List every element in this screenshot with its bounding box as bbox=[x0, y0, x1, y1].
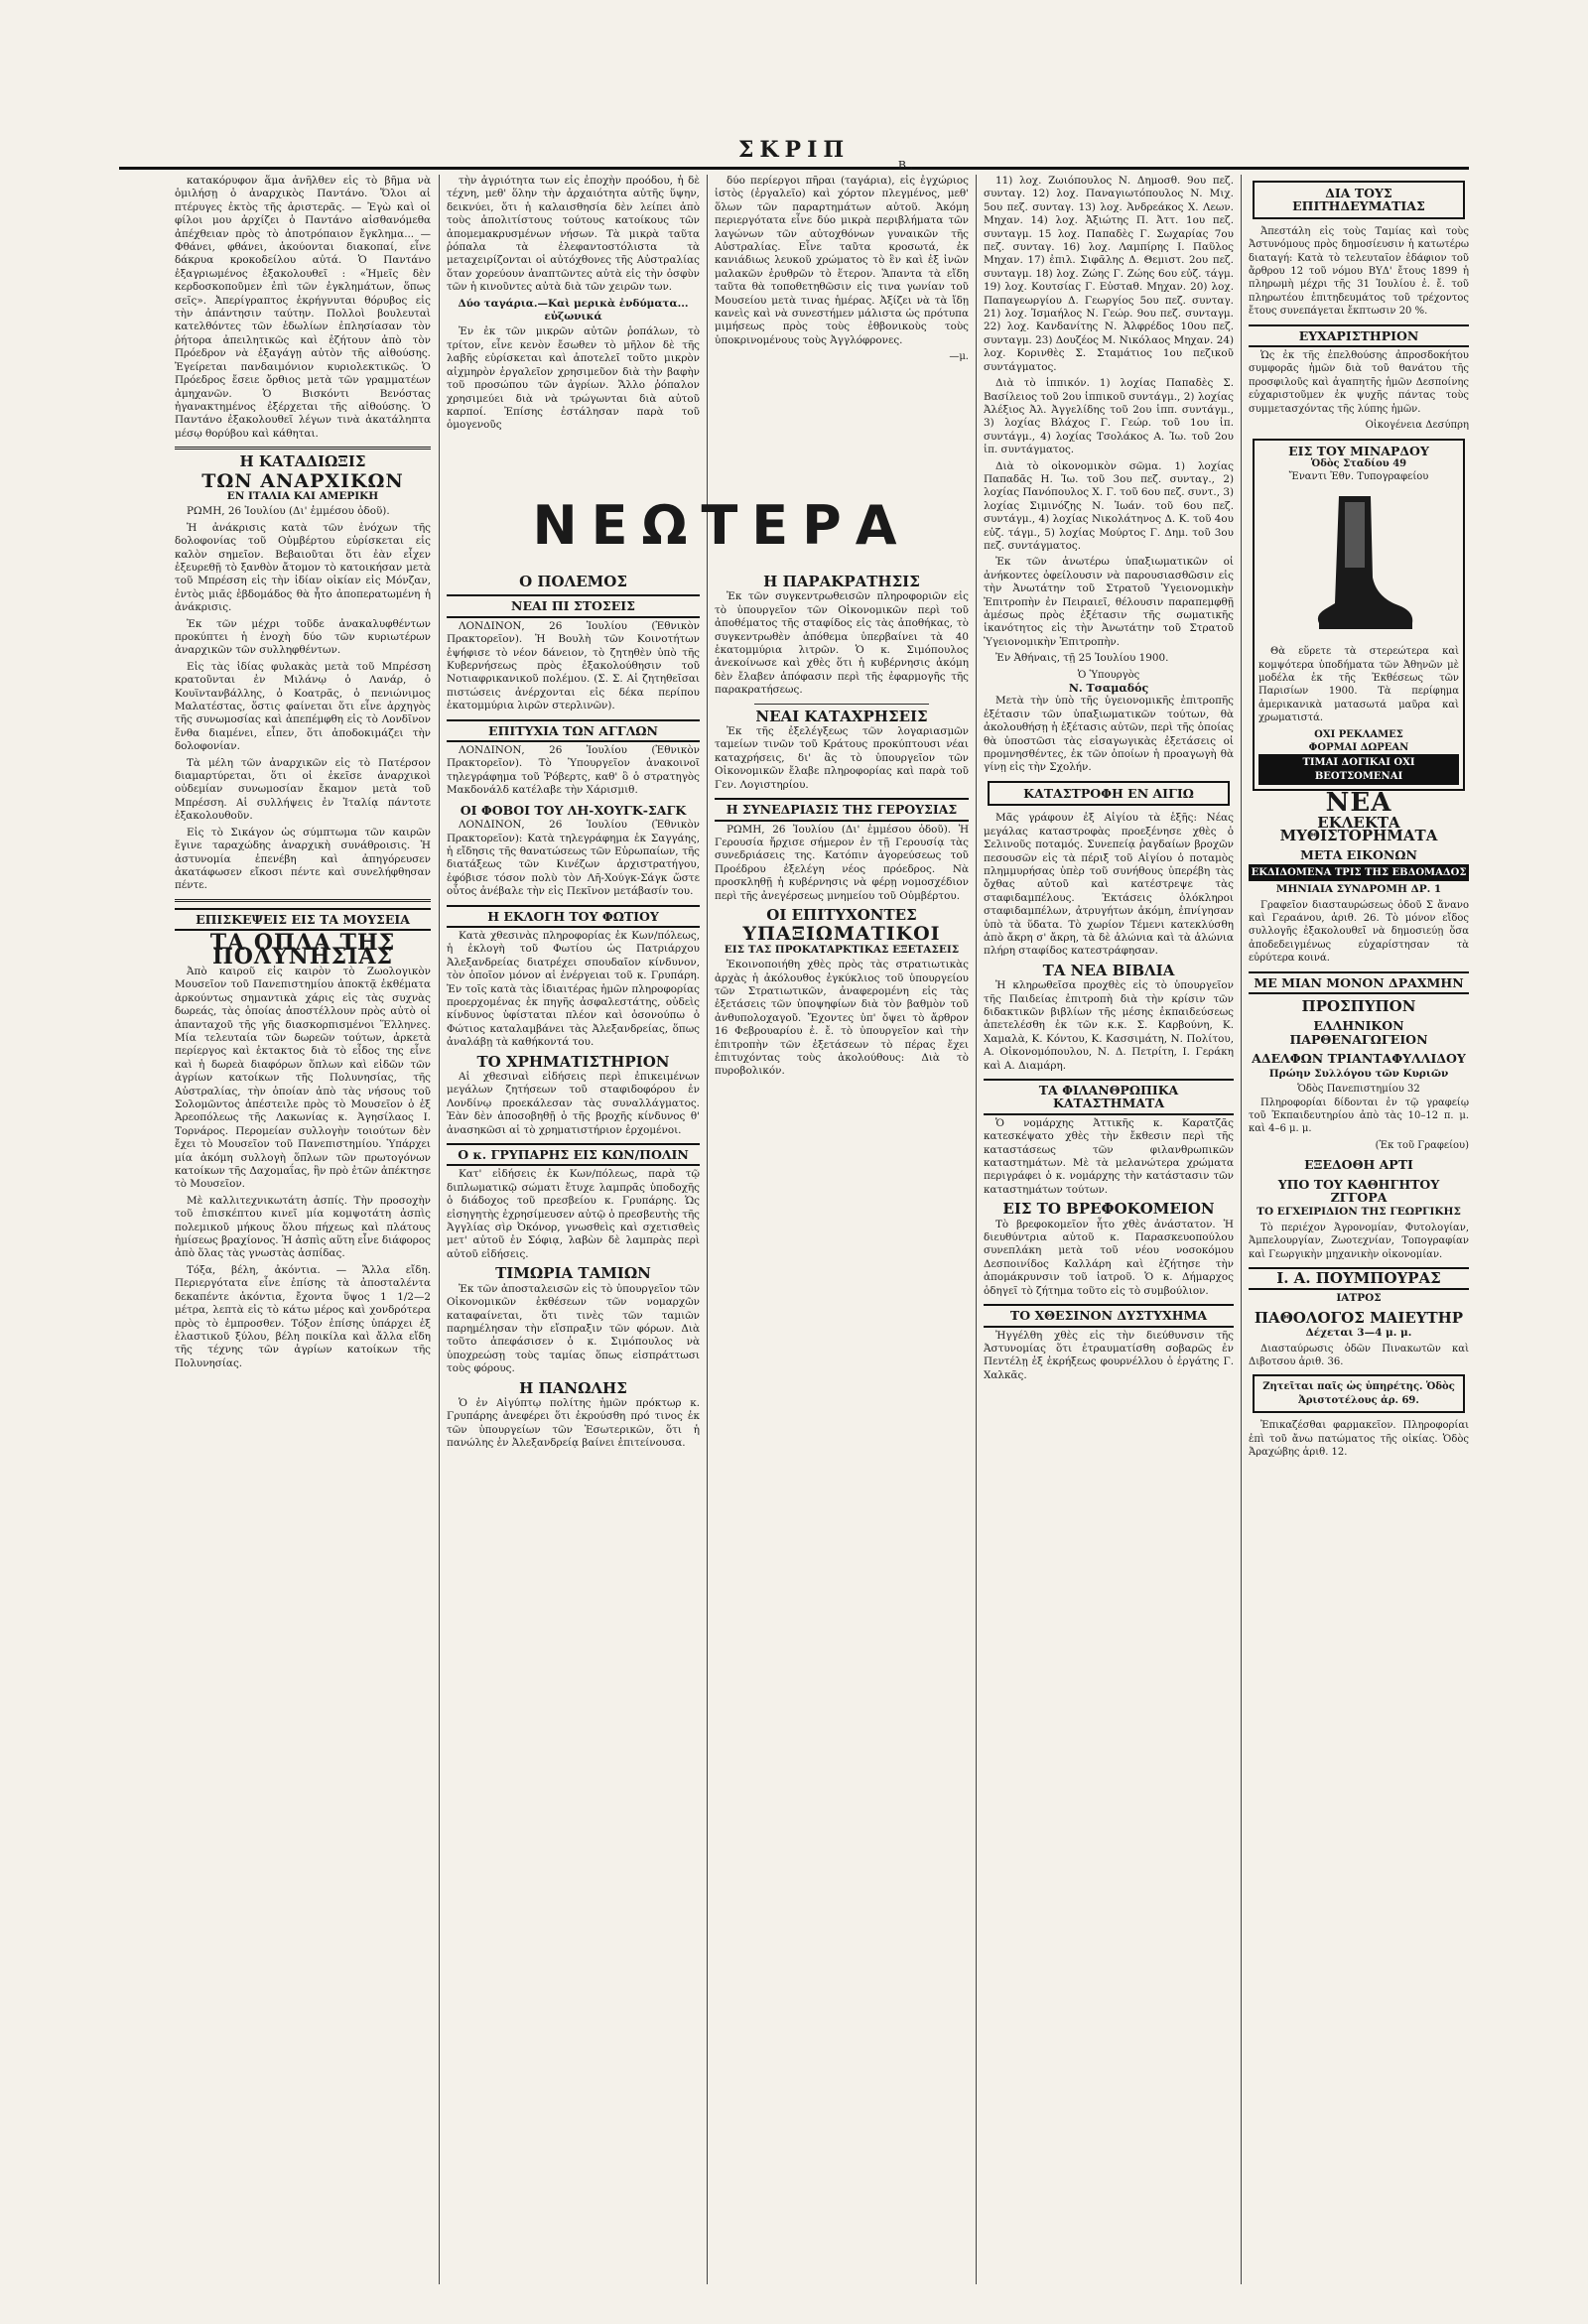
article-text: Ὁ ἐν Αἰγύπτῳ πολίτης ἡμῶν πρόκτωρ κ. Γρυπάρης ἀνεφέρει ὅτι ἐκρούσθη πρό τινος ἐκ τῶν ὑπουργείων τῶν Ἐσωτερικῶν, ὅτι ἡ πανώλης ἐν Ἀλεξανδρείᾳ βαίνει ἐπιτείνουσα. bbox=[447, 1396, 700, 1450]
headline: Ο κ. ΓΡΥΠΑΡΗΣ ΕΙΣ ΚΩΝ/ΠΟΛΙΝ bbox=[447, 1143, 700, 1166]
article-text: Ἡ ἀνάκρισις κατὰ τῶν ἐνόχων τῆς δολοφονίας τοῦ Οὐμβέρτου εὑρίσκεται εἰς καλὸν σημεῖον. Βεβαιοῦται ὅτι ἐὰν εἶχεν ἐξευρεθῇ τὸ ξανθὸν ἄτομον τὸ κατοικήσαν μετὰ τοῦ Μπρέσση εἰς τὴν ἰδίαν οἰκίαν εἰς Μόνζαν, ἐντὸς μιᾶς ἑβδομάδος θὰ ἦτο ἀποπερατωμένη ἡ ἀνάκρισις. bbox=[175, 521, 431, 614]
classified-ad: Ζητεῖται παῖς ὡς ὑπηρέτης. Ὁδὸς Ἀριστοτέλους ἀρ. 69. bbox=[1253, 1374, 1465, 1413]
article-text: κατακόρυφον ἅμα ἀνῆλθεν εἰς τὸ βῆμα νὰ ὁμιλήσῃ ὁ ἀναρχικὸς Παντάνο. Ὅλοι αἱ πτέρυγες ἐκτὸς τῆς ἀριστερᾶς. — Ἐγὼ καὶ οἱ φίλοι μου ἀρχίζει ὁ Παντάνο αἰσθανόμεθα ἀπέχθειαν πρὸς τὸ ἀποτρόπαιον ἔγκλημα... — Φθάνει, φθάνει, ἀκούονται διακοπαί, εἶνε δάκρυα κροκοδείλου αὐτά. Ὁ Παντάνο ἐξαγριωμένος ἐξακολουθεῖ : «Ἠμεῖς δὲν κερδοσκοποῦμεν ἐπὶ τῶν ἐγκλημάτων, ὅπως σεῖς». Ἀπερίγραπτος ἐκρήγνυται θόρυβος εἰς τὴν ἀπάντησιν ταύτην. Πολλοὶ βουλευταὶ κατελθόντες τῶν ἑδωλίων ἐπλησίασαν τὸν ῥήτορα ἀπειλητικῶς καὶ ἐζήτουν ἀπὸ τὸν Πρόεδρον νὰ ἐξαγάγῃ αὐτὸν τῆς αἰθούσης. Ἐγείρεται πανδαιμόνιον κυριολεκτικῶς. Ὁ Πρόεδρος ἔσειε ὄρθιος μετὰ τῶν γραμματέων ἀμηχανῶν. Ὁ Βισκόντι Βενόστας ἠγανακτημένος ἐξέρχεται τῆς αἰθούσης. Ὁ Παντάνο ἐξακολουθεῖ λέγων τινὰ ἀκατάληπτα μέσῳ θορύβου καὶ κάθηται. bbox=[175, 175, 431, 440]
column-3-lower bbox=[715, 570, 969, 2284]
ad-headline: ΕΚΔΙΔΟΜΕΝΑ ΤΡΙΣ ΤΗΣ ΕΒΔΟΜΑΔΟΣ bbox=[1249, 864, 1469, 881]
headline: ΥΠΑΞΙΩΜΑΤΙΚΟΙ bbox=[742, 923, 941, 946]
article-text: Ἐν ἐκ τῶν μικρῶν αὐτῶν ῥοπάλων, τὸ τρίτον, εἶνε κενὸν ἔσωθεν τὸ μῆλον δὲ τῆς λαβῆς εὑρίσκεται καὶ ἀποτελεῖ τοῦτο μικρὸν αἰχμηρὸν ἐργαλεῖον χρησιμεῦον διὰ τὴν βαφὴν τοῦ προσώπου τῶν ἀγρίων. Ἄλλο ῥόπαλον χρησιμεύει διὰ νὰ τρώγωνται διὰ αὐτοῦ καρποί. Ἐπίσης ἐστάλησαν παρὰ τοῦ ὁμογενοῦς bbox=[447, 325, 700, 432]
headline: ΝΕΑΙ ΚΑΤΑΧΡΗΣΕΙΣ bbox=[755, 707, 928, 725]
ad-headline: ΔΙΑ ΤΟΥΣ ΕΠΙΤΗΔΕΥΜΑΤΙΑΣ bbox=[1253, 181, 1465, 219]
ad-headline: ΑΔΕΛΦΩΝ ΤΡΙΑΝΤΑΦΥΛΛΙΔΟΥ bbox=[1252, 1051, 1466, 1067]
ad-subheadline: ΤΟ ΕΓΧΕΙΡΙΔΙΟΝ ΤΗΣ ΓΕΩΡΓΙΚΗΣ bbox=[1257, 1206, 1461, 1219]
column-1 bbox=[175, 175, 431, 2284]
ad-subheadline: ΙΑΤΡΟΣ bbox=[1336, 1292, 1382, 1305]
article-text: Κατὰ χθεσινὰς πληροφορίας ἐκ Κων/πόλεως, ἡ ἐκλογὴ τοῦ Φωτίου ὡς Πατριάρχου Ἀλεξανδρείας διατρέχει σπουδαῖον κίνδυνον, τὸν ὁποῖον μόνον αἱ ἐνέργειαι τοῦ κ. Γρυπάρη. Ἐν τοῖς κατὰ τὰς ἰδιαιτέρας ἡμῶν πληροφορίας προερχομένας ἐκ πηγῆς ἀσφαλεστάτης, οὐδεὶς κίνδυνος ὑφίσταται πλέον καὶ ὁσονούπω ὁ Φώτιος καταλαμβάνει τὰς Ἀλεξανδρείας, ὅπως ἀναλάβῃ τὰ καθήκοντά του. bbox=[447, 929, 700, 1049]
headline: ΕΠΙΤΥΧΙΑ ΤΩΝ ΑΓΓΛΩΝ bbox=[447, 719, 700, 742]
headline: ΕΙΣ ΤΟ ΒΡΕΦΟΚΟΜΕΙΟΝ bbox=[1002, 1200, 1215, 1219]
ad-text: Ἀπεστάλη εἰς τοὺς Ταμίας καὶ τοὺς Ἀστυνόμους πρὸς δημοσίευσιν ἡ κατωτέρω διαταγή: Κατὰ τὸ τελευταῖον ἐδάφιον τοῦ ἄρθρου 12 τοῦ νόμου ΒΥΔ' ἔτους 1899 ἡ πληρωμὴ μέχρι τῆς 31 Ἰουλίου ἐ. ἔ. τοῦ πληρωτέου ἐπιτηδευμάτος τοῦ τρέχοντος ἔτους συνεπάγεται ἔκπτωσιν 20 %. bbox=[1249, 225, 1469, 318]
subheadline: ΝΕΑΙ ΠΙ ΣΤΟΣΕΙΣ bbox=[447, 594, 700, 617]
classified-ad: Ἐπικαζέσθαι φαρμακεῖον. Πληροφορίαι ἐπὶ τοῦ ἄνω πατώματος τῆς οἰκίας. Ὁδὸς Ἀραχώβης ἀριθ. 12. bbox=[1249, 1420, 1469, 1459]
column-rule bbox=[707, 175, 708, 2284]
article-text: ΛΟΝΔΙΝΟΝ, 26 Ἰουλίου (Ἐθνικὸν Πρακτορεῖον). Ἡ Βουλὴ τῶν Κοινοτήτων ἐψήφισε τὸ νέον δάνειον, τὸ ζητηθὲν ὑπὸ τῆς Κυβερνήσεως πρὸς ἐξακολούθησιν τοῦ Νοτιαφρικανικοῦ πολέμου. (Σ. Σ. Αἱ ζητηθεῖσαι πιστώσεις ἀνέρχονται εἰς δέκα περίπου ἑκατομμύρια λιρῶν στερλινῶν). bbox=[447, 619, 700, 712]
ad-headline: ΠΑΘΟΛΟΓΟΣ ΜΑΙΕΥΤΗΡ bbox=[1254, 1308, 1464, 1327]
headline: ΤΙΜΩΡΙΑ ΤΑΜΙΩΝ bbox=[495, 1264, 651, 1283]
column-rule bbox=[439, 175, 440, 2284]
ad-tag: ΟΧΙ ΡΕΚΛΑΜΕΣ bbox=[1314, 728, 1403, 740]
ad-headline: ΝΕΑ bbox=[1325, 788, 1392, 819]
column-rule bbox=[976, 175, 977, 2284]
ad-signature: Οἰκογένεια Δεσύπρη bbox=[1365, 420, 1469, 432]
ad-headline: ΕΚΛΕΚΤΑ ΜΥΘΙΣΤΟΡΗΜΑΤΑ bbox=[1279, 813, 1438, 844]
ad-text: Τὸ περιέχον Ἀγρονομίαν, Φυτολογίαν, Ἀμπελουργίαν, Ζωοτεχνίαν, Τοπογραφίαν καὶ Γεωργικὴν μηχανικὴν οἰκονομίαν. bbox=[1249, 1222, 1469, 1260]
divider bbox=[175, 447, 431, 450]
ad-headline: Ι. Α. ΠΟΥΜΠΟΥΡΑΣ bbox=[1249, 1267, 1469, 1290]
ad-address: Ἔναντι Ἐθν. Τυπογραφείου bbox=[1288, 471, 1429, 483]
article-text: Ἀπὸ καιροῦ εἰς καιρὸν τὸ Ζωολογικὸν Μουσεῖον τοῦ Πανεπιστημίου ἀποκτᾷ ἐκθέματα ἀρκούντως σημαντικὰ χάρις εἰς τὰς συχνὰς δωρεάς, τὰς ὁποίας ἀποστέλλουν πρὸς αὐτὸ οἱ ἀπανταχοῦ τῆς γῆς διασκορπισμένοι Ἕλληνες. Μία τελευταία τῶν δωρεῶν τούτων, ἀρκετὰ περίεργος καὶ ἐκτακτος διὰ τὸ εἶδος της εἶνε καὶ ἡ δωρεὰ διαφόρων ὅπλων καὶ εἰδῶν τῶν ἀγρίων κατοίκων τῆς Πολυνησίας, τῆς Αὐστραλίας, τὴν ὁποίαν ἀπὸ τὰς νήσους τοῦ Σολομῶντος ἀπέστειλε πρὸς τὸ Μουσεῖον ὁ ἐξ Ἀρεοπόλεως τῆς Λακωνίας κ. Ἀγησίλαος Ι. Τορνάρος. Περομείαν συλλογὴν τοιούτων δὲν ἔχει τὸ Μουσεῖον τοῦ Πανεπιστημίου. Ὑπάρχει μία ἀκόμη συλλογὴ ὅπλων τῶν πρωτογόνων κατοίκων τῆς Δαχομαΐας, ἣν πρὸ ἐτῶν ἀπέκτησε τὸ Μουσεῖον. bbox=[175, 965, 431, 1191]
ad-text: Γραφεῖον διασταυρώσεως ὁδοῦ Σ ἄνανο καὶ Γεραάνου, ἀριθ. 26. Τὸ μόνον εἴδος συλλογῆς ἐξακολουθεῖ νὰ δημοσιεύῃ ὅσα ἀποδεδειγμένως εὐχαρίστησαν τὰ εὐρύτερα κοινά. bbox=[1249, 899, 1469, 965]
ad-headline: ΕΥΧΑΡΙΣΤΗΡΙΟΝ bbox=[1249, 324, 1469, 347]
subheadline: Δύο ταγάρια.—Καὶ μερικὰ ἐνδύματα... εὐζωνικά bbox=[458, 297, 689, 323]
headline: ΟΙ ΕΠΙΤΥΧΟΝΤΕΣ bbox=[766, 905, 917, 924]
article-text: Εἰς τὰς ἰδίας φυλακὰς μετὰ τοῦ Μπρέσση κρατοῦνται ἐν Μιλάνῳ ὁ Λανάρ, ὁ Κουϊντανβάλλης, ὁ Κοατρᾶς, ὁ πενιώνιμος Μαλατέστας, ὅστις φαίνεται ὅτι εἶνε ἀρχηγὸς τῆς συνωμοσίας καὶ ἀπεπέμφθη εἰς τὸ Λονδῖνον ἔνθα διαμένει, εἶπεν, ὅτι ἀποδοκιμάζει τὴν δολοφονίαν. bbox=[175, 660, 431, 753]
article-text: Ἠγγέλθη χθὲς εἰς τὴν διεύθυνσιν τῆς Ἀστυνομίας ὅτι ἐτραυματίσθη σοβαρῶς ἐν Πεντέλῃ ἐξ ἐκρήξεως φουρνέλλου ὁ ἐργάτης Γ. Χαλκᾶς. bbox=[984, 1329, 1234, 1381]
article-text: Εἰς τὸ Σικάγον ὡς σύμπτωμα τῶν καιρῶν ἔγινε ταραχώδης ἀναρχικὴ συνάθροισις. Ἡ ἀστυνομία ἐπενέβη καὶ ἀπηγόρευσεν ἀκατάφωσεν εἴκοσι πέντε καὶ συνελήφθησαν πέντε. bbox=[175, 826, 431, 892]
ad-headline: ΜΕ ΜΙΑΝ ΜΟΝΟΝ ΔΡΑΧΜΗΝ bbox=[1249, 971, 1469, 994]
article-text: Μὲ καλλιτεχνικωτάτη ἀσπίς. Τὴν προσοχὴν τοῦ ἐπισκέπτου κινεῖ μία κομψοτάτη ἀσπὶς πολεμικοῦ μήκους ὅλου πήχεως καὶ πλάτους ἡμίσεως βραχίονος. Ἡ ἀσπὶς αὕτη εἶνε διάφορος ἀπὸ ὅλας τὰς γνωστὰς ἀσπίδας. bbox=[175, 1194, 431, 1260]
headline: Η ΚΑΤΑΔΙΩΞΙΣ bbox=[239, 452, 366, 471]
headline: ΟΙ ΦΟΒΟΙ ΤΟΥ ΛΗ-ΧΟΥΓΚ-ΣΑΓΚ bbox=[460, 802, 687, 818]
divider bbox=[175, 899, 431, 902]
headline: Η ΕΚΛΟΓΗ ΤΟΥ ΦΩΤΙΟΥ bbox=[447, 905, 700, 928]
ad-tag: ΤΙΜΑΙ ΔΟΓΙΚΑΙ ΟΧΙ ΒΕΟΤΣΟΜΕΝΑΙ bbox=[1258, 754, 1459, 785]
headline: ΤΑ ΦΙΛΑΝΘΡΩΠΙΚΑ ΚΑΤΑΣΤΗΜΑΤΑ bbox=[984, 1079, 1234, 1115]
article-text: Αἱ χθεσιναὶ εἰδήσεις περὶ ἐπικειμένων μεγάλων ζητήσεων τοῦ σταφιδοφόρου ἐν Λονδίνῳ προεκάλεσαν τὰς συναλλάγματος. Ἐὰν δὲν ἀποσοβηθῇ ὁ τῆς βροχῆς κίνδυνος θ' ἀνασηκῶσι αἱ τὸ χρηματιστήριον ἐρχομένοι. bbox=[447, 1071, 700, 1136]
masthead bbox=[119, 137, 1469, 170]
headline: Η ΠΑΝΩΛΗΣ bbox=[519, 1378, 627, 1397]
divider bbox=[754, 704, 929, 705]
ad-text: Πληροφορίαι δίδονται ἐν τῷ γραφείῳ τοῦ Ἐκπαιδευτηρίου ἀπὸ τὰς 10–12 π. μ. καὶ 4–6 μ. μ. bbox=[1249, 1097, 1469, 1135]
ad-subheadline: Πρώην Συλλόγου τῶν Κυριῶν bbox=[1268, 1067, 1449, 1080]
article-text: τὴν ἀγριότητα των εἰς ἐποχὴν προόδου, ἡ δὲ τέχνη, μεθ' ὅλην τὴν ἀρχαιότητα αὐτῆς ὕψην, δεικνύει, ὅτι ἡ καλαισθησία δὲν λείπει ἀπὸ τοὺς ἀπολιτίστους τούτους κατοίκους τῶν ἀπομεμακρυσμένων νήσων. Τὰ μικρὰ ταῦτα ῥόπαλα τὰ ἐλεφαντοστόλιστα τὰ μεταχειρίζονται οἱ αὐτόχθονες τῆς Αὐστραλίας ὅταν χορεύουν ἀναπτῶντες αὐτὰ εἰς τὴν ὀσφὺν τῶν ἡ κινοῦντες αὐτὰ διὰ τῶν χειρῶν των. bbox=[447, 175, 700, 294]
subheadline: ΕΙΣ ΤΑΣ ΠΡΟΚΑΤΑΡΚΤΙΚΑΣ ΕΞΕΤΑΣΕΙΣ bbox=[724, 943, 960, 956]
article-text: Τὸ βρεφοκομεῖον ἦτο χθὲς ἀνάστατον. Ἡ διευθύντρια αὐτοῦ κ. Παρασκευοπούλου συνεπλάκη μετὰ τοῦ νέου νοσοκόμου Δεσποινίδος Καλλάρη καὶ ἐζήτησε τὴν ἀπομάκρυνσιν τοῦ ἰατροῦ. Ὁ κ. Δήμαρχος ὁδηγεῖ τὸ ζήτημα τοῦτο εἰς τὸ συμβούλιον. bbox=[984, 1218, 1234, 1297]
headline: ΕΠΙΣΚΕΨΕΙΣ ΕΙΣ ΤΑ ΜΟΥΣΕΙΑ bbox=[175, 908, 431, 931]
ad-signature: (Ἐκ τοῦ Γραφείου) bbox=[1375, 1139, 1469, 1151]
dateline: Ἐν Ἀθήναις, τῇ 25 Ἰουλίου 1900. bbox=[995, 652, 1169, 665]
article-text: ΛΟΝΔΙΝΟΝ, 26 Ἰουλίου (Ἐθνικὸν Πρακτορεῖον): Κατὰ τηλεγράφημα ἐκ Σαγγάης, ἡ εἴδησις τῆς θανατώσεως τῶν Εὐρωπαίων, τῆς διατάξεως τῶν Κινέζων ἀρχιστρατήγου, ἐφόβισε τόσον πολὺ τὸν Λῆ-Χούγκ-Σάγκ ὥστε οὗτος ἀνέβαλε τὴν εἰς Πεκῖνον μετάβασίν του. bbox=[447, 819, 700, 898]
ad-text: Διασταύρωσις ὁδῶν Πινακωτῶν καὶ Διβοτσου ἀριθ. 36. bbox=[1249, 1343, 1469, 1367]
article-text: Διὰ τὸ οἰκονομικὸν σῶμα. 1) λοχίας Παπαδᾶς Η. Ἰω. τοῦ 3ου πεζ. συνταγ., 2) λοχίας Πανόπουλος Χ. Γ. τοῦ 6ου πεζ. συντ., 3) λοχίας Σιμινόζης Ν. Ἰωάν. τοῦ 6ου πεζ. συντάγμ., 4) λοχίας Νικολάτηνος Δ. Κ. τοῦ 4ου εὐζ. τάγμ., 5) λοχίας Μούρτος Γ. Δημ. τοῦ 3ου πεζ. συντάγματος. bbox=[984, 459, 1234, 552]
headline: ΤΟ ΧΡΗΜΑΤΙΣΤΗΡΙΟΝ bbox=[476, 1052, 670, 1071]
ad-headline: ΜΕΤΑ ΕΙΚΟΝΩΝ bbox=[1300, 847, 1417, 863]
article-text: Ἐκοινοποιήθη χθὲς πρὸς τὰς στρατιωτικὰς ἀρχὰς ἡ ἀκόλουθος ἐγκύκλιος τοῦ ὑπουργείου τῶν Στρατιωτικῶν, ἀναφερομένη εἰς τὰς ἐξετάσεις τῶν ὑποψηφίων διὰ τὸν βαθμὸν τοῦ ἀνθυπολοχαγοῦ. Ἔχοντες ὑπ' ὄψει τὸ ἄρθρον 16 Φεβρουαρίου ἐ. ἔ. τὸ ὑπουργεῖον καὶ τὴν ἐπιτροπὴν τῶν ἐξετάσεων τὸ πέρας ἔχει ἐπιτυχόντας τοὺς ἀκολούθους: Διὰ τὸ πυροβολικόν. bbox=[715, 959, 969, 1078]
article-text: Κατ' εἰδήσεις ἐκ Κων/πόλεως, παρὰ τῷ διπλωματικῷ σώματι ἔτυχε λαμπρᾶς ὑποδοχῆς ὁ διάδοχος τοῦ πρεσβείου κ. Γρυπάρης. Ὡς εἰσηγητὴς ἐχρησίμευσεν αὐτῷ ὁ πρεσβευτὴς τῆς Ἀγγλίας σὶρ Ὀκόνορ, γνωσθεὶς καὶ σχετισθεὶς μετ' αὐτοῦ ἐν Σόφιᾳ, λαβὼν δὲ λαμπρὰς περὶ αὐτοῦ εἰδήσεις. bbox=[447, 1168, 700, 1260]
article-text: Μᾶς γράφουν ἐξ Αἰγίου τὰ ἑξῆς: Νέας μεγάλας καταστροφὰς προεξένησε χθὲς ὁ Σελινοῦς ποταμός. Συνεπείᾳ ῥαγδαίων βροχῶν πεσουσῶν εἰς τὰ πέριξ τοῦ Αἰγίου ὁ ποταμὸς πλημμυρήσας ὑπὲρ τοῦ συνήθους ὑπερέβη τὰς ὄχθας αὐτοῦ καὶ κατέστρεψε τὰς σταφιδαμπέλους. Ἐκτάσεις ὁλόκληροι σταφιδαμπέλων, ἀτρυγήτων ἀκόμη, ἐπνίγησαν ὑπὸ τὰ ὕδατα. Τὸ χωρίον Τέμενι κατεκλύσθη ἀπὸ ἄκρη σ' ἄκρη, τὰ δὲ ἀλώνια καὶ τὰ ἁλώνια πλήρη σταφίδος κατεστράφησαν. bbox=[984, 812, 1234, 958]
signature: —μ. bbox=[949, 351, 969, 363]
ad-headline: ΠΡΟΣΠΥΠΟΝ bbox=[1301, 997, 1416, 1016]
section-banner: ΝΕΩΤΕΡΑ bbox=[532, 494, 911, 557]
column-rule bbox=[1241, 175, 1242, 2284]
ad-subheadline: ΜΗΝΙΑΙΑ ΣΥΝΔΡΟΜΗ ΔΡ. 1 bbox=[1275, 883, 1442, 896]
ad-headline: ΕΙΣ ΤΟΥ ΜΙΝΑΡΔΟΥ bbox=[1288, 443, 1429, 458]
column-2-lower bbox=[447, 570, 700, 2284]
column-4 bbox=[984, 175, 1234, 2284]
article-text: Ἡ κληρωθεῖσα προχθὲς εἰς τὸ ὑπουργεῖον τῆς Παιδείας ἐπιτροπὴ διὰ τὴν κρίσιν τῶν διδακτικῶν βιβλίων τῆς μέσης ἐκπαιδεύσεως ἀπετελέσθη ἐκ τῶν κ.κ. Σ. Καρβούνη, Κ. Χαμαλὰ, Κ. Κόντου, Κ. Κασσιμάτη, Ν. Πολίτου, Α. Οἰκονομόπουλου, Ν. Δ. Πετρίτη, Ι. Γεράκη καὶ Α. Διαμάρη. bbox=[984, 979, 1234, 1072]
subheadline: ΕΝ ΙΤΑΛΙΑ ΚΑΙ ΑΜΕΡΙΚΗ bbox=[226, 489, 379, 502]
dateline: ΡΩΜΗ, 26 Ἰουλίου (Δι' ἐμμέσου ὁδοῦ). bbox=[187, 505, 390, 518]
article-text: Μετὰ τὴν ὑπὸ τῆς ὑγειονομικῆς ἐπιτροπῆς ἐξέτασιν τῶν ὑπαξιωματικῶν τούτων, θὰ ἀκολουθήσῃ ἡ ἐξέτασις αὐτῶν, περὶ τῆς ὁποίας θὰ ὑποστῶσι τὰς εἰσαγωγικὰς ἐξετάσεις οἱ προμνησθέντες, ἐκ τῶν ὁποίων ἡ προαγωγὴ θὰ γίνῃ εἰς τὴν Σχολήν. bbox=[984, 695, 1234, 774]
signer: Ν. Τσαμαδός bbox=[1068, 682, 1149, 696]
article-text: Ἐκ τῶν συγκεντρωθεισῶν πληροφοριῶν εἰς τὸ ὑπουργεῖον τῶν Οἰκονομικῶν περὶ τοῦ ἀποθέματος τῆς σταφίδος εἰς τὰς ἀποθήκας, τὸ συγκεντρωθὲν ἀπόθεμα ὑπερβαίνει τὰ 40 ἑκατομμύρια λιτρῶν. Ὁ κ. Σιμόπουλος ἀνεκοίνωσε καὶ χθὲς ὅτι ἡ κυβέρνησις ἀκόμη δὲν ἔλαβεν ἀπόφασιν περὶ τῆς ἐφαρμογῆς τῆς παρακρατήσεως. bbox=[715, 590, 969, 697]
column-5-ads bbox=[1249, 175, 1469, 2284]
article-text: ΛΟΝΔΙΝΟΝ, 26 Ἰουλίου (Ἐθνικὸν Πρακτορεῖον). Τὸ Ὑπουργεῖον ἀνακοινοῖ τηλεγράφημα τοῦ Ῥόβερτς, καθ' ὃ ὁ στρατηγὸς Μακδονάλδ κατέλαβε τὴν Χάρισμιθ. bbox=[447, 744, 700, 797]
article-text: Ἐκ τῆς ἐξελέγξεως τῶν λογαριασμῶν ταμείων τινῶν τοῦ Κράτους προκύπτουσι νέαι καταχρήσεις, δι' ἃς τὸ ὑπουργεῖον τῶν Οἰκονομικῶν ἔλαβε πληροφορίας καὶ παρὰ τοῦ Γεν. Λογιστηρίου. bbox=[715, 725, 969, 791]
shoe-ad bbox=[1253, 439, 1465, 792]
page-marker: Β . bbox=[897, 159, 913, 172]
article-text: Τὰ μέλη τῶν ἀναρχικῶν εἰς τὸ Πατέρσον διαμαρτύρεται, ὅτι οἱ ἐκεῖσε ἀναρχικοὶ οὐδεμίαν συνωμοσίαν ἔκαμον μετὰ τοῦ Μπρέσση. Αἱ συλλήψεις ἐν Ἰταλίᾳ πάντοτε ἐξακολουθοῦν. bbox=[175, 756, 431, 823]
article-text: Διὰ τὸ ἱππικόν. 1) λοχίας Παπαδὲς Σ. Βασίλειος τοῦ 2ου ἱππικοῦ συντάγμ., 2) λοχίας Ἀλέξιος Ἀλ. Ἀγγελίδης τοῦ 2ου ἱππ. συντάγμ., 3) λοχίας Βλάχος Γ. Γεώρ. τοῦ 1ου ἱπ. συντάγμ., 4) λοχίας Τσολάκος Α. Ἰω. τοῦ 2ου ἱπ. συντάγματος. bbox=[984, 377, 1234, 456]
article-text: ΡΩΜΗ, 26 Ἰουλίου (Δι' ἐμμέσου ὁδοῦ). Ἡ Γερουσία ἤρχισε σήμερον ἐν τῇ Γερουσίᾳ τὰς συνεδριάσεις της. Κατόπιν ἀγορεύσεως τοῦ Προέδρου ἐξελέγη νέος πρόεδρος. Νὰ προσκληθῇ ἡ κυβέρνησις νὰ φέρῃ νομοσχέδιον περὶ τῆς ἀνεγέρσεως μνημείου τοῦ Οὐμβέρτου. bbox=[715, 823, 969, 902]
article-text: 11) λοχ. Ζωιόπουλος Ν. Δημοσθ. 9ου πεζ. συνταγ. 12) λοχ. Παναγιωτόπουλος Ν. Μιχ. 5ου πεζ. συνταγ. 13) λοχ. Ἀνδρεάκος Χ. Λεων. Μηχαν. 14) λοχ. Ἀξιώτης Π. Ἀττ. 1ου πεζ. συνταγμ. 15 λοχ. Παπαδὲς Γ. Σωχαρίας 7ου πεζ. συνταγ. 16) λοχ. Λαμπίρης Ι. Παῦλος Μηχαν. 17) ἐπιλ. Σιφᾶλης Δ. Θεμιστ. 2ου πεζ. συνταγμ. 18) λοχ. Ζώης Γ. Ζώης 6ου εὐζ. τάγμ. 19) λοχ. Κουτσίας Γ. Εὐσταθ. Μηχαν. 20) λοχ. Παπαγεωργίου Δ. Γεωργίος 5ου πεζ. συνταγ. 21) λοχ. Ἰσμαήλος Ν. Γεώρ. 9ου πεζ. συνταγμ. 22) λοχ. Κανδανίτης Ν. Ἀλφρέδος 10ου πεζ. συνταγμ. 23) Δουζέος Μ. Νικόλαος Μηχαν. 24) λοχ. Κορινθὲς Σ. Σταμάτιος 1ου πεζικοῦ συντάγματος. bbox=[984, 175, 1234, 373]
ad-text: Θὰ εὕρετε τὰ στερεώτερα καὶ κομψότερα ὑποδήματα τῶν Ἀθηνῶν μὲ μοδέλα ἐκ τῆς Ἐκθέσεως τῶν Παρισίων 1900. Τὰ περίφημα ἀμερικανικὰ ματασωτά μαῦρα καὶ χρωματιστά. bbox=[1258, 646, 1459, 724]
ad-hours: Δέχεται 3—4 μ. μ. bbox=[1305, 1327, 1412, 1340]
headline: ΤΟ ΧΘΕΣΙΝΟΝ ΔΥΣΤΥΧΗΜΑ bbox=[984, 1304, 1234, 1327]
headline: ΤΑ ΟΠΛΑ ΤΗΣ ΠΟΛΥΝΗΣΙΑΣ bbox=[209, 930, 396, 969]
article-text: Τόξα, βέλη, ἀκόντια. — Ἄλλα εἴδη. Περιεργότατα εἶνε ἐπίσης τὰ ἀποσταλέντα δεκαπέντε ἀκόντια, ἔχοντα ὕψος 1 1/2—2 μέτρα, λεπτὰ εἰς τὸ κάτω μέρος καὶ χονδρότερα πρὸς τὸ ἐμπροσθεν. Τόξον ἐπίσης ὑπάρχει ἐξ ἐλαστικοῦ ξύλου, βέλη ποικίλα καὶ ἄλλα εἴδη τῆς τέχνης τῶν ἀγρίων κατοίκων τῆς Πολυνησίας. bbox=[175, 1263, 431, 1369]
ad-headline: ΥΠΟ ΤΟΥ ΚΑΘΗΓΗΤΟΥ ΖΓΓΟΡΑ bbox=[1277, 1176, 1440, 1205]
ad-tag: ΦΟΡΜΑΙ ΔΩΡΕΑΝ bbox=[1308, 741, 1409, 753]
ad-headline: ΕΞΕΔΟΘΗ ΑΡΤΙ bbox=[1304, 1157, 1413, 1173]
ad-address: Ὁδὸς Πανεπιστημίου 32 bbox=[1297, 1084, 1420, 1096]
headline: Η ΠΑΡΑΚΡΑΤΗΣΙΣ bbox=[763, 573, 920, 590]
boot-illustration bbox=[1299, 488, 1418, 637]
signer-title: Ὁ Ὑπουργὸς bbox=[1077, 669, 1140, 681]
headline: ΚΑΤΑΣΤΡΟΦΗ ΕΝ ΑΙΓΙΩ bbox=[988, 781, 1230, 806]
article-text: Ἐκ τῶν μέχρι τοῦδε ἀνακαλυφθέντων προκύπτει ἡ ἐνοχὴ δύο τῶν κυριωτέρων ἀναρχικῶν τῶν συλληφθέντων. bbox=[175, 617, 431, 657]
headline: Η ΣΥΝΕΔΡΙΑΣΙΣ ΤΗΣ ΓΕΡΟΥΣΙΑΣ bbox=[715, 798, 969, 821]
ad-text: Ὡς ἐκ τῆς ἐπελθούσης ἀπροσδοκήτου συμφορᾶς ἡμῶν διὰ τοῦ θανάτου τῆς προσφιλοῦς καὶ ἀγαπητῆς ἡμῶν Δεσποίνης εὐχαριστοῦμεν ἐκ ψυχῆς πάντας τοὺς συμμετασχόντας τῆς λύπης ἡμῶν. bbox=[1249, 350, 1469, 415]
headline: ΤΩΝ ΑΝΑΡΧΙΚΩΝ bbox=[201, 469, 404, 492]
article-text: Ἐκ τῶν ἀποσταλεισῶν εἰς τὸ ὑπουργεῖον τῶν Οἰκονομικῶν ἐκθέσεων τῶν νομαρχῶν καταφαίνεται, ὅτι τινὲς τῶν ταμιῶν παρημέλησαν τὴν εἴσπραξιν τῶν φόρων. Διὰ τοῦτο ἀπεφάσισεν ὁ κ. Σιμόπουλος νὰ ὑποχρεώσῃ τοὺς ταμίας ὅπως εἰσπράττωσι τοὺς φόρους. bbox=[447, 1282, 700, 1375]
ad-headline: ΕΛΛΗΝΙΚΟΝ ΠΑΡΘΕΝΑΓΩΓΕΙΟΝ bbox=[1289, 1018, 1428, 1047]
article-text: δύο περίεργοι πῆραι (ταγάρια), εἰς ἐγχώριος ἱστὸς (ἐργαλεῖο) καὶ χόρτον πλεγμένος, μεθ' ὅλων τῶν παραρτημάτων αὐτοῦ. Ἀκόμη περιεργότατα εἶνε δύο μικρὰ περιβλήματα τῶν λαγώνων τῶν αὐτοχθόνων γυναικῶν τῆς Αὐστραλίας. Εἶνε ταῦτα κροσωτά, ἐκ κανιάδιως λευκοῦ χρώματος τὸ ἓν καὶ ἐξ ἰνῶν μαλακῶν ἐρυθρῶν τὸ ἕτερον. Ἅπαντα τὰ εἴδη ταῦτα θὰ τοποθετηθῶσιν εἰς τινα γωνίαν τοῦ Μουσείου μετὰ τινας ἡμέρας. Ἀξίζει νὰ τὰ ἴδῃ κανεὶς καὶ νὰ συνεστήμεν μάλιστα ὡς πρότυπα μιμήσεως πρὸς τοὺς ἐθβονικοὺς τοὺς ὑποκρινομένους τοὺς Ἀγγλόφρονες. bbox=[715, 175, 969, 346]
article-text: Ἐκ τῶν ἀνωτέρω ὑπαξιωματικῶν οἱ ἀνήκοντες ὀφείλουσιν νὰ παρουσιασθῶσιν εἰς τὴν Ἀνωτάτην τοῦ Στρατοῦ Ὑγειονομικὴν Ἐπιτροπὴν ἐν Πειραιεῖ, θέλουσιν παραπεμφθῇ ἀμέσως πρὸς ἐξέτασιν τῆς σωματικῆς ἱκανότητος εἰς τὴν Ἀνωτάτην τοῦ Στρατοῦ Ὑγειονομικὴν Ἐπιτροπὴν. bbox=[984, 556, 1234, 648]
newspaper-title: ΣΚΡΙΠ bbox=[737, 137, 851, 163]
headline: Ο ΠΟΛΕΜΟΣ bbox=[519, 573, 627, 590]
ad-address: Ὁδὸς Σταδίου 49 bbox=[1310, 457, 1407, 469]
headline: ΤΑ ΝΕΑ ΒΙΒΛΙΑ bbox=[1042, 961, 1175, 979]
article-text: Ὁ νομάρχης Ἀττικῆς κ. Καρατζᾶς κατεσκέψατο χθὲς τὴν ἔκθεσιν περὶ τῆς καταστάσεως τῶν φιλανθρωπικῶν καταστημάτων. Μὲ τὰ μελανώτερα χρώματα περιγράφει ὁ κ. νομάρχης τὴν κατάστασιν τῶν καταστημάτων τούτων. bbox=[984, 1116, 1234, 1196]
